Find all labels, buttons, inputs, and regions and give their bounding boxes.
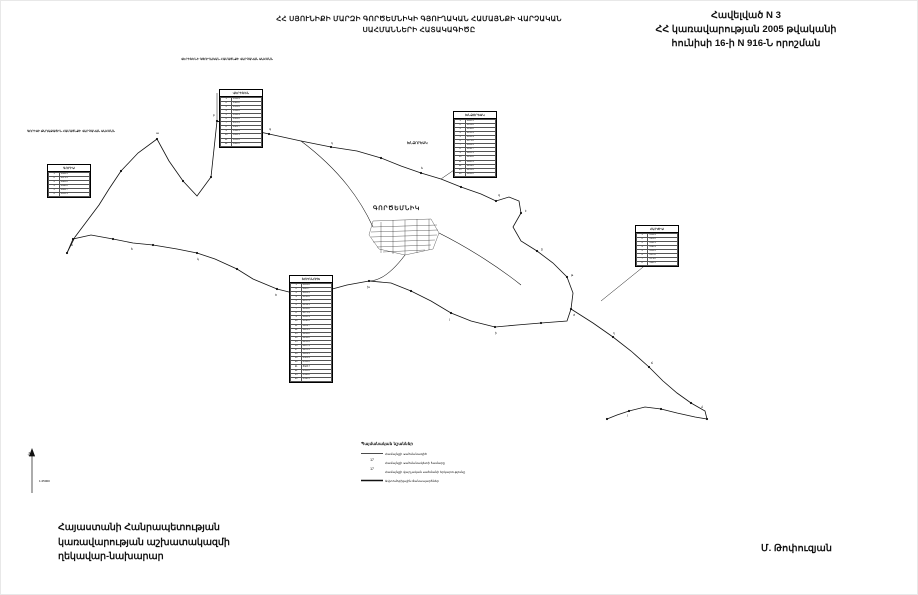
vertex-label: ը <box>541 247 543 251</box>
table-cell-index: 19 <box>291 357 302 361</box>
table-cell-value: 5370.3 <box>232 122 262 126</box>
vertex-label: կ <box>197 257 199 261</box>
table-cell-index: 3 <box>221 105 232 109</box>
table-cell-value: 8163.8 <box>302 308 332 312</box>
table-cell-index: 2 <box>221 101 232 105</box>
table-cell-value: 8358.3 <box>302 377 332 381</box>
coordinates-table-top-right <box>453 111 497 178</box>
table-cell-value: 5415.6 <box>232 138 262 142</box>
callout-leader-lines <box>67 93 653 301</box>
table-cell-value: 5312.4 <box>232 97 262 101</box>
table-cell-value: 7024.6 <box>648 237 678 241</box>
table-cell-index: 10 <box>291 320 302 324</box>
community-boundary-line-southeast <box>571 309 707 419</box>
table-cell-value: 8289.9 <box>302 353 332 357</box>
table-cell-index: 1 <box>455 119 466 123</box>
table-cell-value: 5344.2 <box>232 109 262 113</box>
table-cell-value: 5393.5 <box>232 130 262 134</box>
table-cell-index: 7 <box>637 258 648 262</box>
table-cell-index: 3 <box>291 291 302 295</box>
table-cell-value: 8335.2 <box>302 369 332 373</box>
table-cell-value: 6228.4 <box>466 160 496 164</box>
table-cell-index: 1 <box>637 233 648 237</box>
table-cell-index: 10 <box>221 134 232 138</box>
vertex-label: զ <box>498 193 500 197</box>
table-cell-value: 8323.7 <box>302 365 332 369</box>
vertex-label: խ <box>367 285 370 289</box>
table-row <box>637 262 678 266</box>
legend-item-label: Համայնքի վարչական սահմանի երկարությունը <box>385 469 466 474</box>
map-scale-note: 1:25000 <box>39 479 50 483</box>
table-cell-index: 2 <box>637 237 648 241</box>
signature-line-2: կառավարության աշխատակազմի <box>58 535 230 547</box>
table-cell-value: 8255.6 <box>302 340 332 344</box>
boundary-line-icon <box>359 449 385 458</box>
table-cell-index: 4 <box>221 109 232 113</box>
vertex-label: ճ <box>651 361 653 365</box>
coordinates-table-bottom-center <box>289 275 333 383</box>
settlement-name-label: ԳՈՐԾԵՄՆԻԿ <box>373 205 420 212</box>
table-cell-value: 8112.7 <box>302 287 332 291</box>
table-cell-index: 12 <box>455 164 466 168</box>
table-cell-index: 5 <box>637 249 648 253</box>
table-cell-index: 9 <box>221 130 232 134</box>
vertex-label: ծ <box>275 293 277 297</box>
table-cell-value: 4871.5 <box>60 176 90 180</box>
table-cell-value: 7055.3 <box>648 249 678 253</box>
vertex-number-icon: 17 <box>370 458 374 462</box>
legend-item <box>359 476 519 485</box>
table-cell-value: 7036.1 <box>648 241 678 245</box>
legend-item-label: Ավտոմոբիլային ճանապարհներ <box>385 478 439 483</box>
table-cell-index: 2 <box>455 123 466 127</box>
table-cell-value: 5361.0 <box>232 118 262 122</box>
table-cell-value: 8301.4 <box>302 357 332 361</box>
table-row <box>455 172 496 176</box>
table-row <box>49 193 90 197</box>
table-cell-index: 16 <box>291 345 302 349</box>
table-caption: ՇՈՒՌՆՈՒԽ <box>290 276 332 283</box>
signature-line-1: Հայաստանի Հանրապետության <box>58 521 220 532</box>
table-body <box>454 119 496 177</box>
table-cell-value: 8267.1 <box>302 345 332 349</box>
decree-line-3: հունիսի 16-ի N 916-Ն որոշման <box>671 38 821 49</box>
table-cell-index: 2 <box>49 176 60 180</box>
table-caption: ՎԵՐԻՇԵՆ <box>220 90 262 97</box>
legend-item <box>359 467 519 476</box>
vertex-label: ա <box>156 131 159 135</box>
road-line-icon <box>359 476 385 485</box>
table-cell-index: 13 <box>291 332 302 336</box>
table-cell-value: 7088.5 <box>648 262 678 266</box>
table-cell-value: 5402.1 <box>232 134 262 138</box>
coordinates-table-top-left <box>47 164 91 198</box>
vertex-label: ձ <box>71 243 73 247</box>
table-cell-index: 11 <box>221 138 232 142</box>
table-cell-index: 5 <box>49 188 60 192</box>
signature-name: Մ. Թոփուզյան <box>761 543 832 554</box>
table-cell-value: 8101.2 <box>302 283 332 287</box>
decree-line-1: Հավելված N 3 <box>711 10 781 21</box>
vertex-label: մ <box>701 405 703 409</box>
table-cell-value: 8175.4 <box>302 312 332 316</box>
table-caption: ԳՈՐԻՍ <box>48 165 90 172</box>
vertex-label: բ <box>213 113 215 117</box>
table-cell-index: 9 <box>291 316 302 320</box>
table-cell-value: 7012.4 <box>648 233 678 237</box>
table-cell-value: 6163.9 <box>466 135 496 139</box>
table-cell-index: 12 <box>221 142 232 146</box>
table-body <box>636 233 678 267</box>
signature-line-3: ղեկավար-նախարար <box>58 550 164 561</box>
table-cell-index: 22 <box>291 369 302 373</box>
table-cell-value: 5381.7 <box>232 126 262 130</box>
table-cell-index: 8 <box>291 312 302 316</box>
vertex-label: դ <box>331 141 333 145</box>
table-cell-value: 6251.6 <box>466 168 496 172</box>
table-cell-index: 2 <box>291 287 302 291</box>
table-caption: ՀԱՐԺԻՍ <box>636 226 678 233</box>
vertex-label: թ <box>571 273 574 277</box>
table-cell-value: 4883.0 <box>60 180 90 184</box>
table-cell-value: 6262.2 <box>466 172 496 176</box>
table-cell-value: 7067.8 <box>648 254 678 258</box>
table-cell-value: 6239.0 <box>466 164 496 168</box>
vertex-number-icon: 17 <box>370 467 374 471</box>
table-cell-index: 4 <box>49 184 60 188</box>
table-cell-index: 12 <box>291 328 302 332</box>
legend-rows <box>359 449 519 485</box>
legend-item <box>359 449 519 458</box>
table-cell-value: 8346.8 <box>302 373 332 377</box>
table-cell-value: 5320.8 <box>232 101 262 105</box>
table-cell-index: 4 <box>291 295 302 299</box>
table-cell-index: 23 <box>291 373 302 377</box>
legend-item <box>359 458 519 467</box>
table-cell-index: 4 <box>455 131 466 135</box>
table-cell-value: 8209.7 <box>302 324 332 328</box>
table-cell-value: 8221.3 <box>302 328 332 332</box>
table-cell-index: 1 <box>221 97 232 101</box>
legend-item-label: Համայնքի սահմանագիծ <box>385 451 427 456</box>
table-cell-value: 8186.9 <box>302 316 332 320</box>
neighbor-label-top-mid: ՎԵՐԻՇԵՆԻ ԳՅՈՒՂԱԿԱՆ ՀԱՄԱՅՆՔԻ ՎԱՐՉԱԿԱՆ ՍԱՀՄԱՆ <box>180 57 274 61</box>
table-cell-value: 4915.1 <box>60 193 90 197</box>
map-drawing <box>1 1 918 595</box>
table-cell-value: 8147.5 <box>302 299 332 303</box>
legend-title: Պայմանական նշաններ <box>361 441 414 446</box>
table-cell-value: 5352.9 <box>232 113 262 117</box>
table-cell-value: 8312.0 <box>302 361 332 365</box>
table-cell-value: 6155.4 <box>466 131 496 135</box>
table-body <box>48 172 90 198</box>
coordinates-table-right <box>635 225 679 267</box>
table-cell-index: 13 <box>455 168 466 172</box>
vertex-label: յ <box>627 413 628 417</box>
vertex-label: ի <box>495 331 497 335</box>
table-cell-index: 7 <box>221 122 232 126</box>
settlement-area <box>369 219 439 255</box>
table-cell-value: 6131.2 <box>466 123 496 127</box>
table-cell-value: 4862.3 <box>60 172 90 176</box>
north-arrow-label: Հս <box>27 451 31 456</box>
table-cell-index: 6 <box>49 193 60 197</box>
table-cell-value: 7048.9 <box>648 245 678 249</box>
table-cell-value: 6205.1 <box>466 152 496 156</box>
table-cell-index: 5 <box>291 299 302 303</box>
table-cell-index: 9 <box>455 152 466 156</box>
signature-block-left <box>58 520 388 564</box>
table-cell-index: 11 <box>455 160 466 164</box>
table-cell-index: 4 <box>637 245 648 249</box>
legend-item-label: Համայնքի սահմանակետի համարը <box>385 460 446 465</box>
neighbor-label-top-left: ԳՈՐԻՍԻ ՔԱՂԱՔԱՅԻՆ ՀԱՄԱՅՆՔԻ ՎԱՐՉԱԿԱՆ ՍԱՀՄԱՆ <box>26 129 116 133</box>
table-cell-value: 6120.5 <box>466 119 496 123</box>
table-cell-value: 5428.0 <box>232 142 262 146</box>
table-cell-index: 5 <box>455 135 466 139</box>
table-cell-index: 1 <box>49 172 60 176</box>
map-title-center: ՀՀ ՍՅՈՒՆԻՔԻ ՄԱՐԶԻ ԳՈՐԾԵՄՆԻԿԻ ԳՅՈՒՂԱԿԱՆ ՀԱՄԱՅՆՔԻ ՎԱՐՉԱԿԱՆ ՍԱՀՄԱՆՆԵՐԻ ՀԱՏԱԿԱԳԻԾԸ <box>276 14 562 34</box>
table-cell-value: 5331.6 <box>232 105 262 109</box>
table-cell-value: 8159.1 <box>302 304 332 308</box>
vertex-label: գ <box>269 127 271 131</box>
table-body <box>290 283 332 382</box>
table-cell-index: 3 <box>455 127 466 131</box>
decree-line-2: ՀՀ կառավարության 2005 թվականի <box>655 24 837 35</box>
table-cell-value: 6192.7 <box>466 148 496 152</box>
table-cell-index: 14 <box>291 336 302 340</box>
table-cell-index: 6 <box>455 140 466 144</box>
table-cell-index: 5 <box>221 113 232 117</box>
table-cell-index: 17 <box>291 349 302 353</box>
boundary-vertex-markers <box>66 120 708 420</box>
vertex-label: ժ <box>573 313 575 317</box>
vertex-label: հ <box>131 247 133 251</box>
table-cell-index: 15 <box>291 340 302 344</box>
table-row <box>221 142 262 146</box>
table-cell-index: 1 <box>291 283 302 287</box>
table-body <box>220 97 262 147</box>
table-cell-value: 6171.0 <box>466 140 496 144</box>
vertex-label: ե <box>421 166 423 170</box>
table-row <box>291 377 332 381</box>
table-cell-index: 6 <box>291 304 302 308</box>
table-cell-index: 8 <box>221 126 232 130</box>
table-cell-index: 7 <box>455 144 466 148</box>
table-cell-index: 3 <box>49 180 60 184</box>
table-cell-value: 8232.8 <box>302 332 332 336</box>
table-cell-value: 6184.3 <box>466 144 496 148</box>
neighbor-label-mid-right: ԽՆՁՈՐԵՍԿ <box>407 141 428 145</box>
map-legend <box>359 441 519 485</box>
table-cell-value: 8198.2 <box>302 320 332 324</box>
table-cell-value: 6216.8 <box>466 156 496 160</box>
table-cell-value: 6142.8 <box>466 127 496 131</box>
table-cell-index: 7 <box>291 308 302 312</box>
table-cell-index: 24 <box>291 377 302 381</box>
table-cell-index: 14 <box>455 172 466 176</box>
coordinates-table-top-mid <box>219 89 263 148</box>
table-cell-value: 8244.0 <box>302 336 332 340</box>
table-cell-index: 3 <box>637 241 648 245</box>
table-cell-value: 7079.2 <box>648 258 678 262</box>
table-cell-index: 6 <box>637 254 648 258</box>
table-cell-value: 8124.3 <box>302 291 332 295</box>
vertex-label: լ <box>449 317 450 321</box>
table-cell-value: 8136.0 <box>302 295 332 299</box>
table-cell-index: 20 <box>291 361 302 365</box>
table-cell-value: 8278.5 <box>302 349 332 353</box>
vertex-label: ղ <box>613 331 615 335</box>
table-cell-index: 21 <box>291 365 302 369</box>
table-cell-index: 18 <box>291 353 302 357</box>
table-cell-value: 4902.7 <box>60 188 90 192</box>
table-cell-index: 10 <box>455 156 466 160</box>
table-caption: ԽՆՁՈՐԵՍԿ <box>454 112 496 119</box>
table-cell-value: 4890.2 <box>60 184 90 188</box>
table-cell-index: 8 <box>637 262 648 266</box>
table-cell-index: 11 <box>291 324 302 328</box>
table-cell-index: 6 <box>221 118 232 122</box>
table-cell-index: 8 <box>455 148 466 152</box>
vertex-label: է <box>525 209 527 213</box>
